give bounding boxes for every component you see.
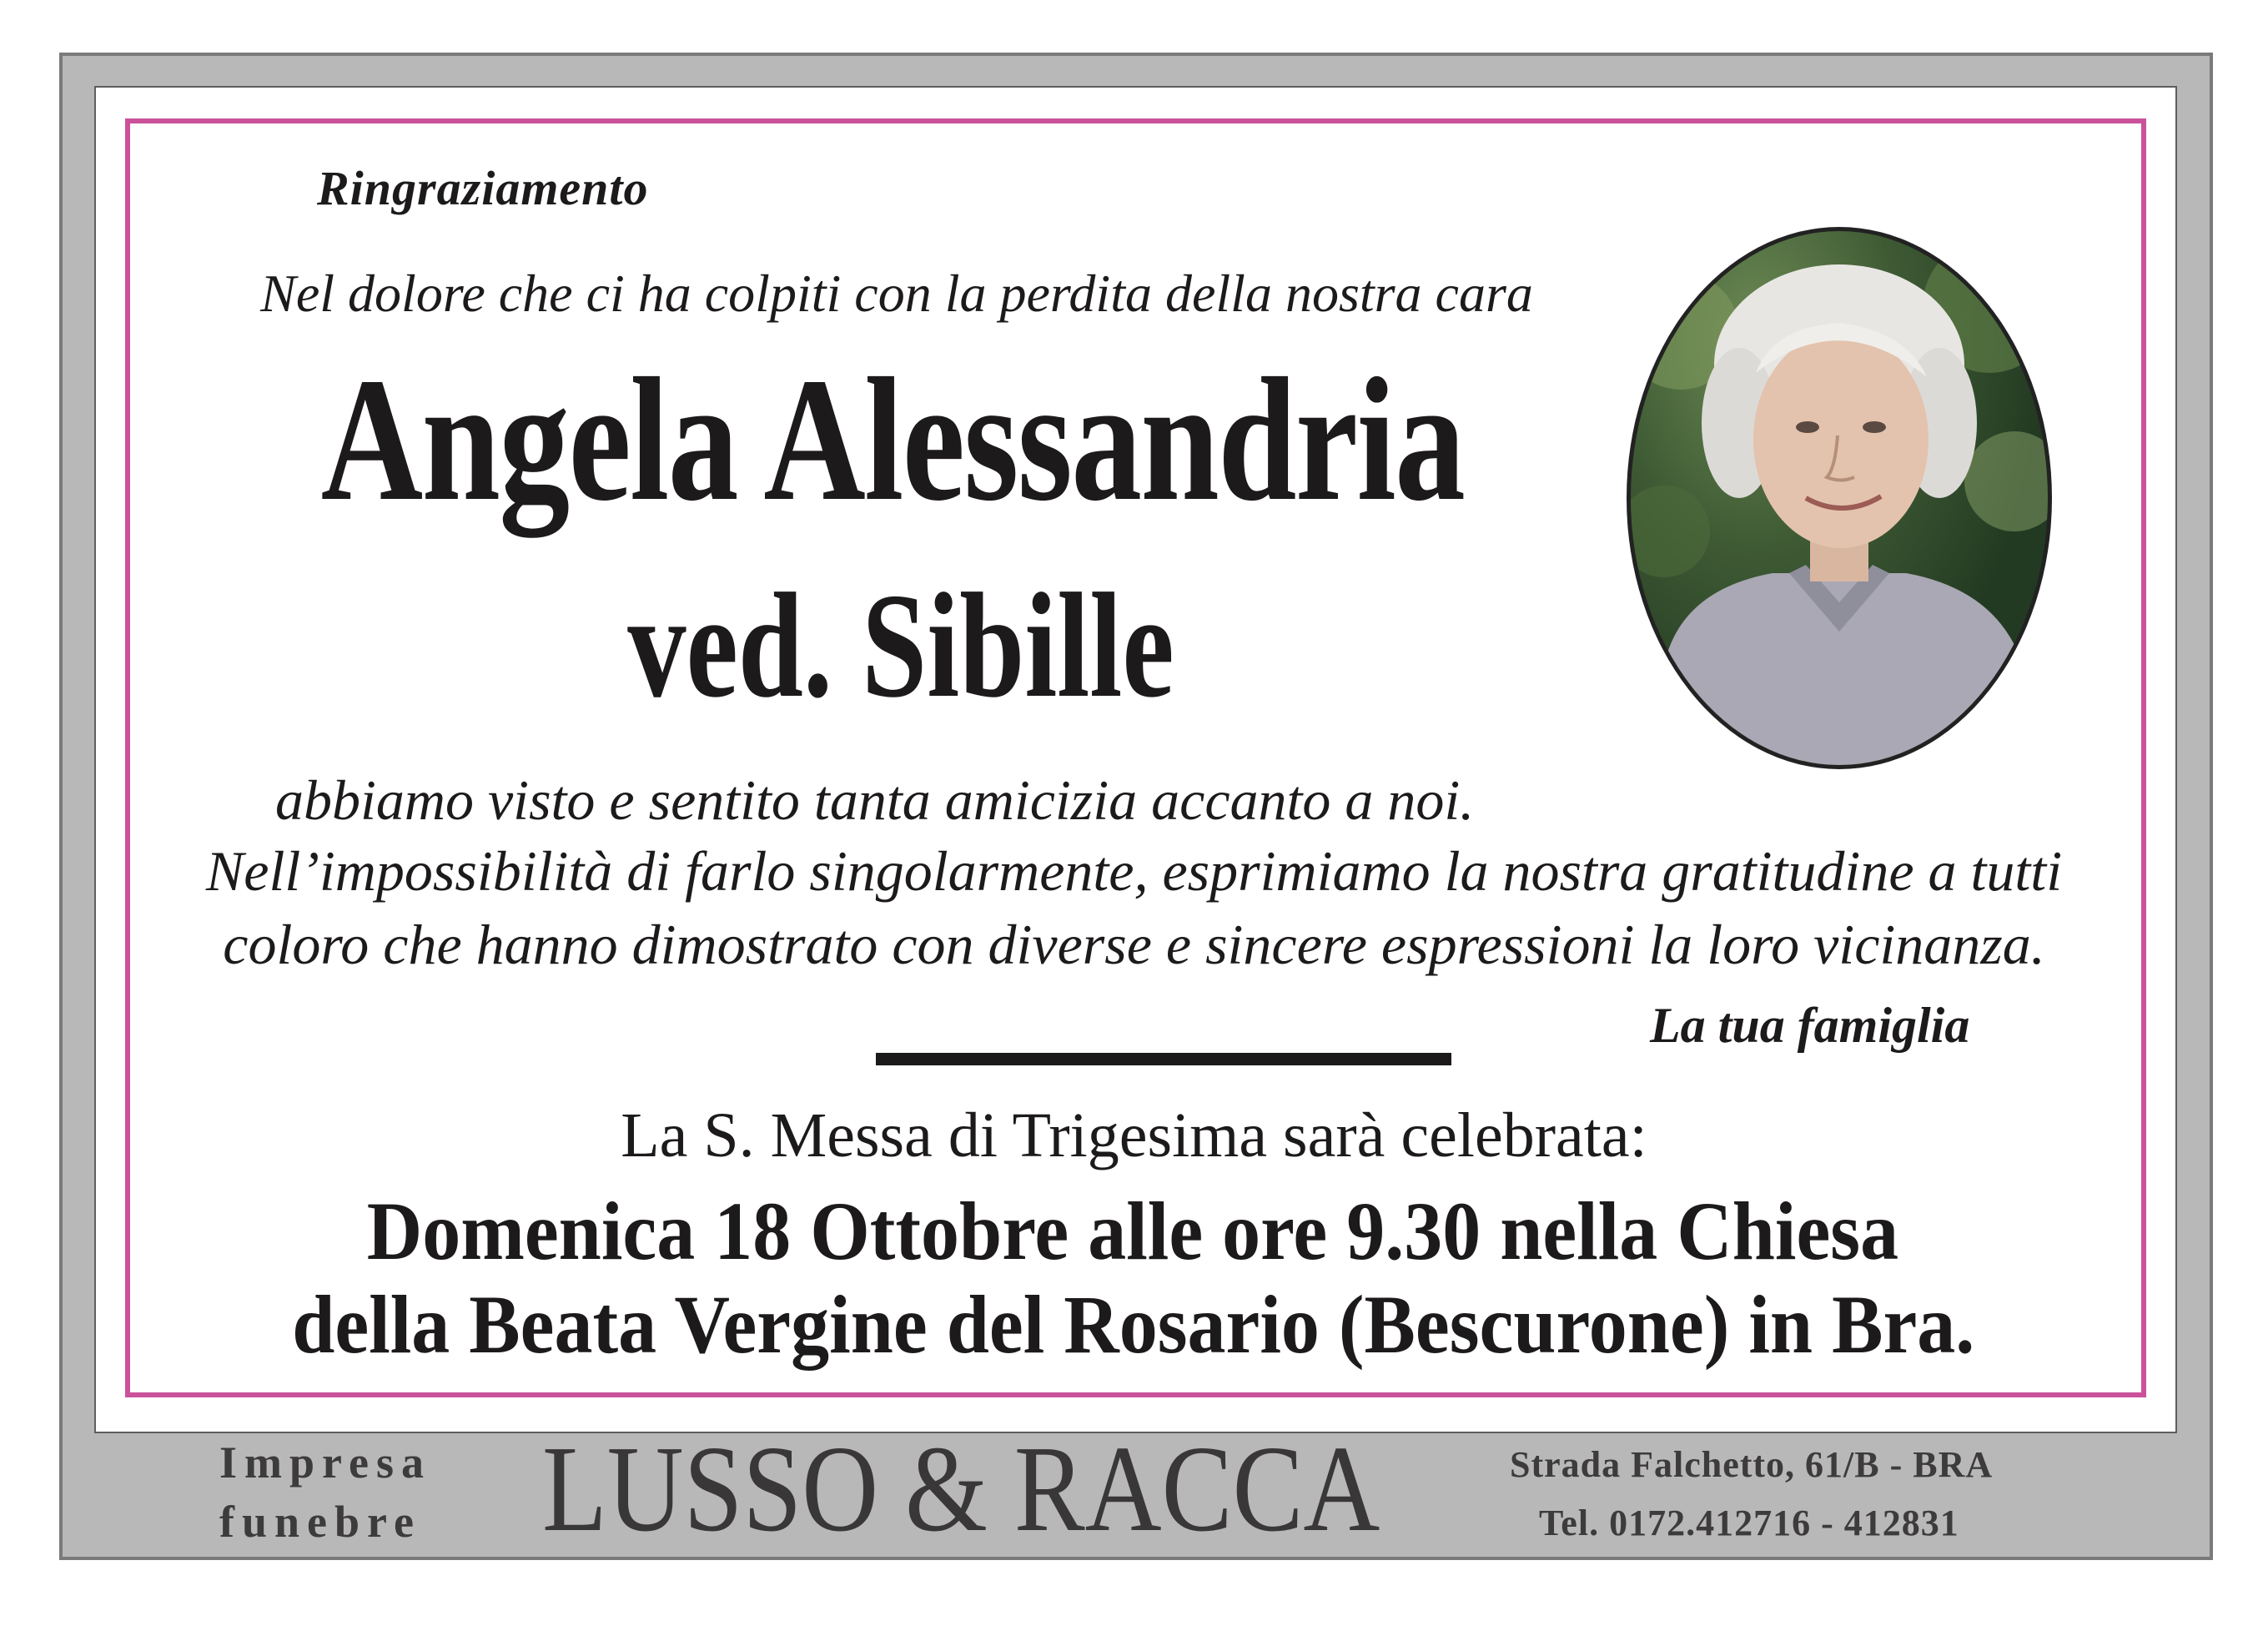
funeral-home-phone: Tel. 0172.412716 - 412831 [1539,1503,1959,1543]
deceased-widow-name: ved. Sibille [627,562,1174,728]
mass-details-line-1: Domenica 18 Ottobre alle ore 9.30 nella Chiesa [366,1185,1899,1277]
notice-heading: Ringraziamento [317,161,649,215]
footer-label-line-2: funebre [219,1497,422,1547]
family-signature: La tua famiglia [1650,998,1970,1053]
body-line-1: abbiamo visto e sentito tanta amicizia accanto a noi. [275,768,1475,832]
portrait-illustration [1631,231,2048,765]
divider-rule [876,1053,1451,1065]
body-line-2: Nell’impossibilità di farlo singolarmente, esprimiamo la nostra gratitudine a tutti [205,839,2063,903]
footer-label-line-1: Impresa [219,1437,432,1488]
deceased-name: Angela Alessandria [320,341,1465,537]
body-line-3: coloro che hanno dimostrato con diverse e sincere espressioni la loro vicinanza. [223,913,2045,976]
intro-text: Nel dolore che ci ha colpiti con la perdita della nostra cara [260,264,1533,323]
portrait-photo [1627,227,2052,769]
funeral-home-address: Strada Falchetto, 61/B - BRA [1510,1444,1994,1485]
funeral-home-brand: LUSSO & RACCA [542,1421,1380,1558]
mass-details-line-2: della Beata Vergine del Rosario (Bescurone) in Bra. [292,1278,1975,1371]
mass-announcement: La S. Messa di Trigesima sarà celebrata: [621,1100,1647,1170]
